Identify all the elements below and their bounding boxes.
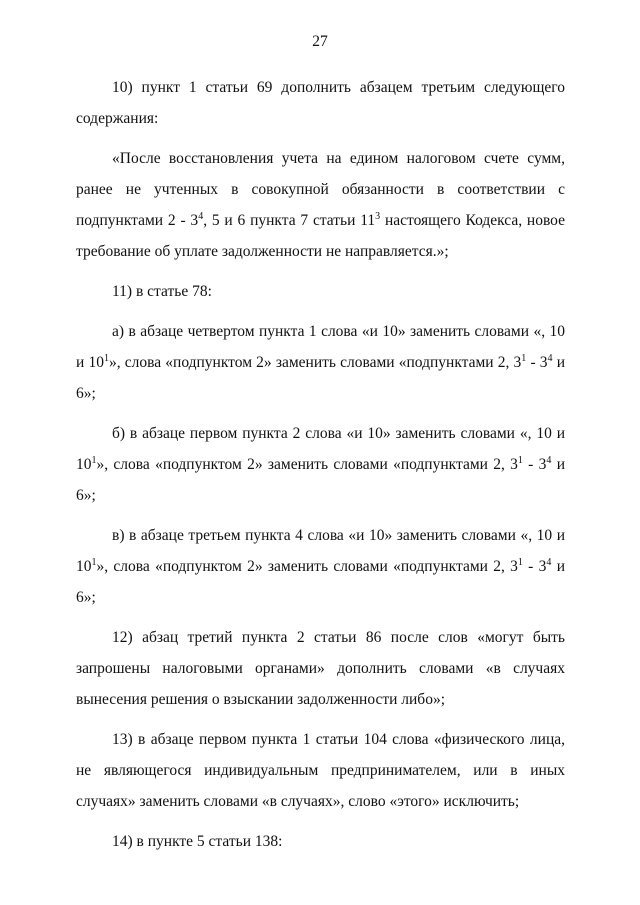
- item-14-text: 14) в пункте 5 статьи 138:: [112, 833, 283, 850]
- superscript: 4: [546, 455, 552, 466]
- superscript: 1: [91, 557, 97, 568]
- paragraph-item-13: [76, 724, 565, 817]
- text-part: », слова «подпунктом 2» заменить словами «подпунктами 2, 3: [96, 456, 518, 473]
- text-part: », слова «подпунктом 2» заменить словами «подпунктами 2, 3: [96, 558, 518, 575]
- paragraph-item-11b: [76, 418, 565, 511]
- paragraph-item-11c: [76, 520, 565, 613]
- text-part: - 3: [522, 456, 547, 473]
- text-part: - 3: [526, 354, 548, 371]
- quote-text-part: , 5 и 6 пункта 7 статьи 11: [203, 212, 376, 229]
- superscript: 3: [375, 211, 381, 222]
- text-part: », слова «подпунктом 2» заменить словами «подпунктами 2, 3: [108, 354, 522, 371]
- item-10-text: 10) пункт 1 статьи 69 дополнить абзацем третьим следующего содержания:: [76, 79, 565, 127]
- paragraph-item-12: [76, 622, 565, 715]
- paragraph-item-11: [76, 276, 565, 307]
- text-part: и 6»;: [76, 456, 565, 504]
- paragraph-item-14: [76, 826, 565, 857]
- quote-text-part: «После восстановления учета на едином налоговом счете сумм, ранее не учтенных в совокупной обязанности в соответствии с подпунктами 2 - 3: [76, 150, 565, 229]
- superscript: 1: [521, 353, 527, 364]
- superscript: 1: [517, 455, 523, 466]
- text-part: и 6»;: [76, 354, 566, 402]
- item-11-text: 11) в статье 78:: [112, 283, 212, 300]
- text-part: б) в абзаце первом пункта 2 слова «и 10» заменить словами «, 10 и 10: [76, 425, 565, 473]
- superscript: 4: [198, 211, 204, 222]
- superscript: 1: [517, 557, 523, 568]
- text-part: и 6»;: [76, 558, 565, 606]
- paragraph-item-10: [76, 72, 565, 134]
- text-part: а) в абзаце четвертом пункта 1 слова «и 10» заменить словами «, 10 и 10: [76, 323, 565, 371]
- superscript: 1: [103, 353, 109, 364]
- text-part: в) в абзаце третьем пункта 4 слова «и 10» заменить словами «, 10 и 10: [76, 527, 565, 575]
- text-part: - 3: [522, 558, 547, 575]
- document-body: [76, 72, 565, 866]
- page-number: 27: [312, 33, 328, 50]
- paragraph-item-10-quote: [76, 143, 565, 267]
- item-13-text: 13) в абзаце первом пункта 1 статьи 104 слова «физического лица, не являющегося индивидуальным предпринимателем, или в иных случаях» заменить словами «в случаях», слово «этого» исключить;: [76, 731, 565, 810]
- paragraph-item-11a: [76, 316, 565, 409]
- quote-text-part: настоящего Кодекса, новое требование об уплате задолженности не направляется.»;: [76, 212, 566, 260]
- superscript: 4: [546, 557, 552, 568]
- superscript: 4: [547, 353, 553, 364]
- superscript: 1: [91, 455, 97, 466]
- item-12-text: 12) абзац третий пункта 2 статьи 86 после слов «могут быть запрошены налоговыми органами» дополнить словами «в случаях вынесения решения о взыскании задолженности либо»;: [76, 629, 565, 708]
